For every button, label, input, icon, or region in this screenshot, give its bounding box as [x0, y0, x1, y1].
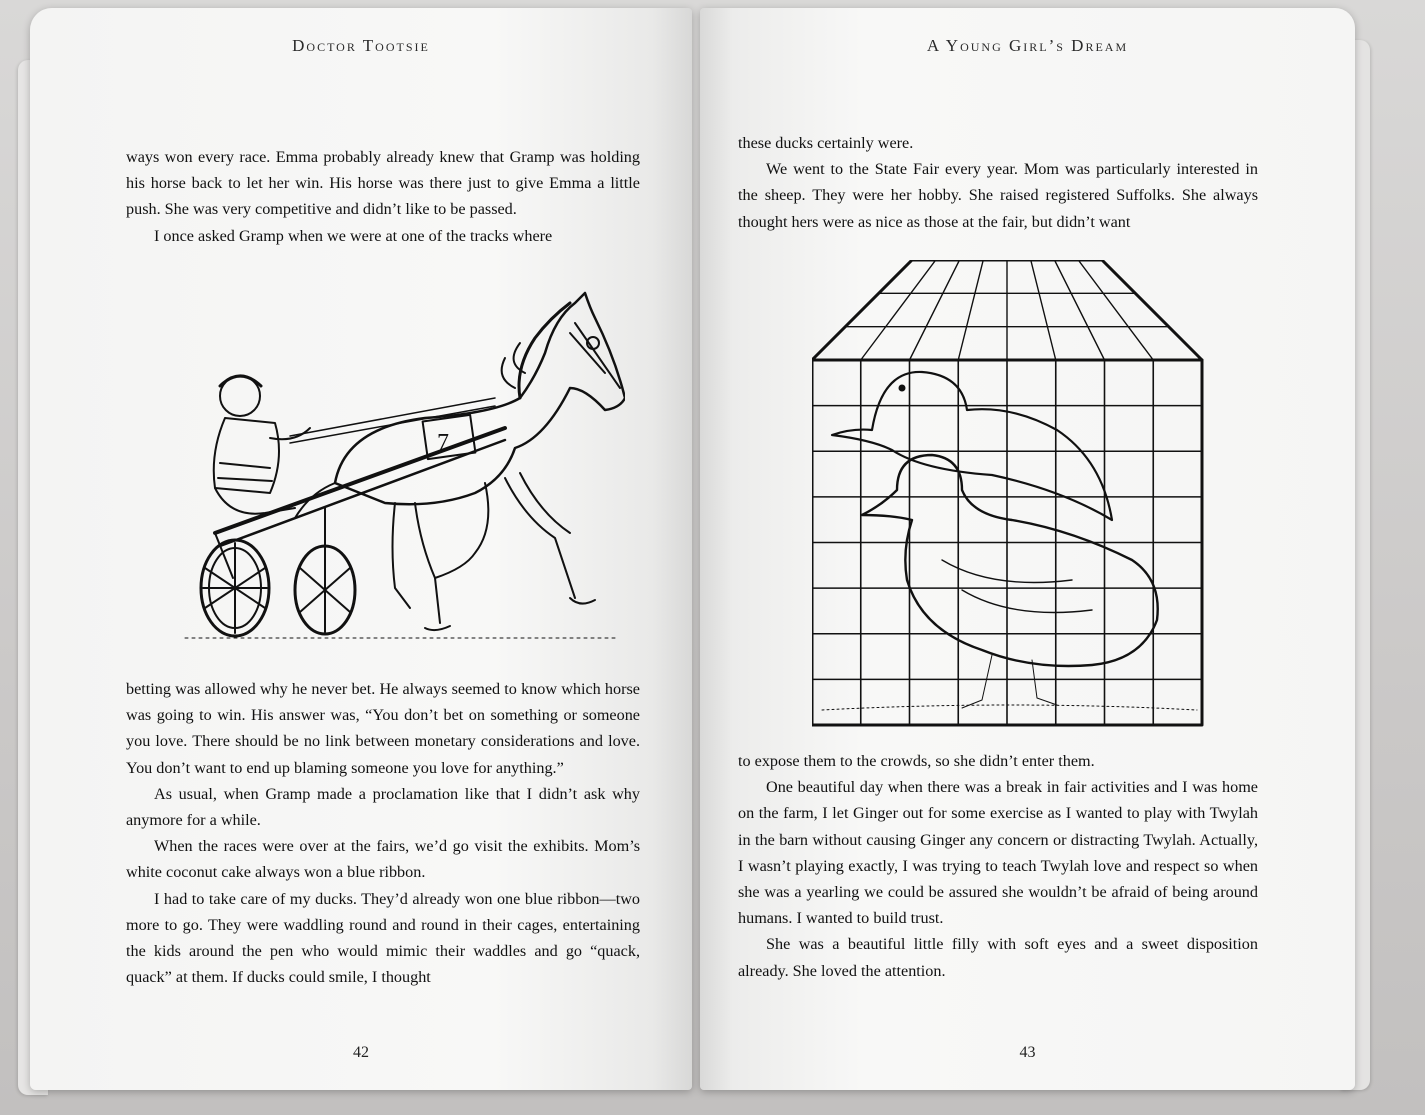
left-page [30, 8, 692, 1090]
paragraph: As usual, when Gramp made a proclamation like that I didn’t ask why anymore for a while. [126, 784, 640, 830]
harness-racing-illustration-icon [175, 278, 625, 648]
ducks-in-cage-illustration-icon [812, 260, 1222, 735]
left-bottom-text [126, 676, 640, 990]
right-page [700, 8, 1355, 1090]
paragraph: betting was allowed why he never bet. He always seemed to know which horse was going to win. His answer was, “You don’t bet on something or someone you love. There should be no link between monetary considerations and love. You don’t want to end up blaming someone you love for anything.” [126, 680, 640, 777]
paragraph: to expose them to the crowds, so she didn’t enter them. [738, 752, 1095, 770]
right-bottom-text [738, 748, 1258, 984]
right-top-text [738, 130, 1258, 235]
paragraph: She was a beautiful little filly with soft eyes and a sweet disposition already. She loved the attention. [738, 935, 1258, 980]
left-top-text [126, 144, 640, 249]
right-page-number: 43 [1019, 1044, 1036, 1061]
paragraph: One beautiful day when there was a break in fair activities and I was home on the farm, I let Ginger out for some exercise as I wanted to play with Twylah in the barn without causing Ginger any concern or distracting Twylah. Actually, I wasn’t playing exactly, I was trying to teach Twylah love and respect so when she was a yearling we could be assured she wouldn’t be afraid of being around humans. I wanted to build trust. [738, 778, 1258, 928]
paragraph: When the races were over at the fairs, we’d go visit the exhibits. Mom’s white coconut cake always won a blue ribbon. [126, 837, 640, 882]
left-page-number: 42 [353, 1044, 369, 1061]
paragraph: I once asked Gramp when we were at one of the tracks where [154, 226, 553, 245]
svg-text:7: 7 [437, 430, 449, 456]
paragraph: I had to take care of my ducks. They’d already won one blue ribbon—two more to go. They were waddling round and round in their cages, entertaining the kids around the pen who would mimic their waddles and go “quack, quack” at them. If ducks could smile, I thought [126, 889, 640, 987]
paragraph: We went to the State Fair every year. Mom was particularly interested in the sheep. They were her hobby. She raised registered Suffolks. She always thought hers were as nice as those at the fair, but didn’t want [738, 160, 1258, 231]
paragraph: ways won every race. Emma probably already knew that Gramp was holding his horse back to let her win. His horse was there just to give Emma a little push. She was very competitive and didn’t like to be passed. [126, 148, 640, 219]
right-running-head: A Young Girl’s Dream [926, 36, 1129, 55]
paragraph: these ducks certainly were. [738, 134, 914, 152]
left-running-head: Doctor Tootsie [292, 36, 430, 55]
